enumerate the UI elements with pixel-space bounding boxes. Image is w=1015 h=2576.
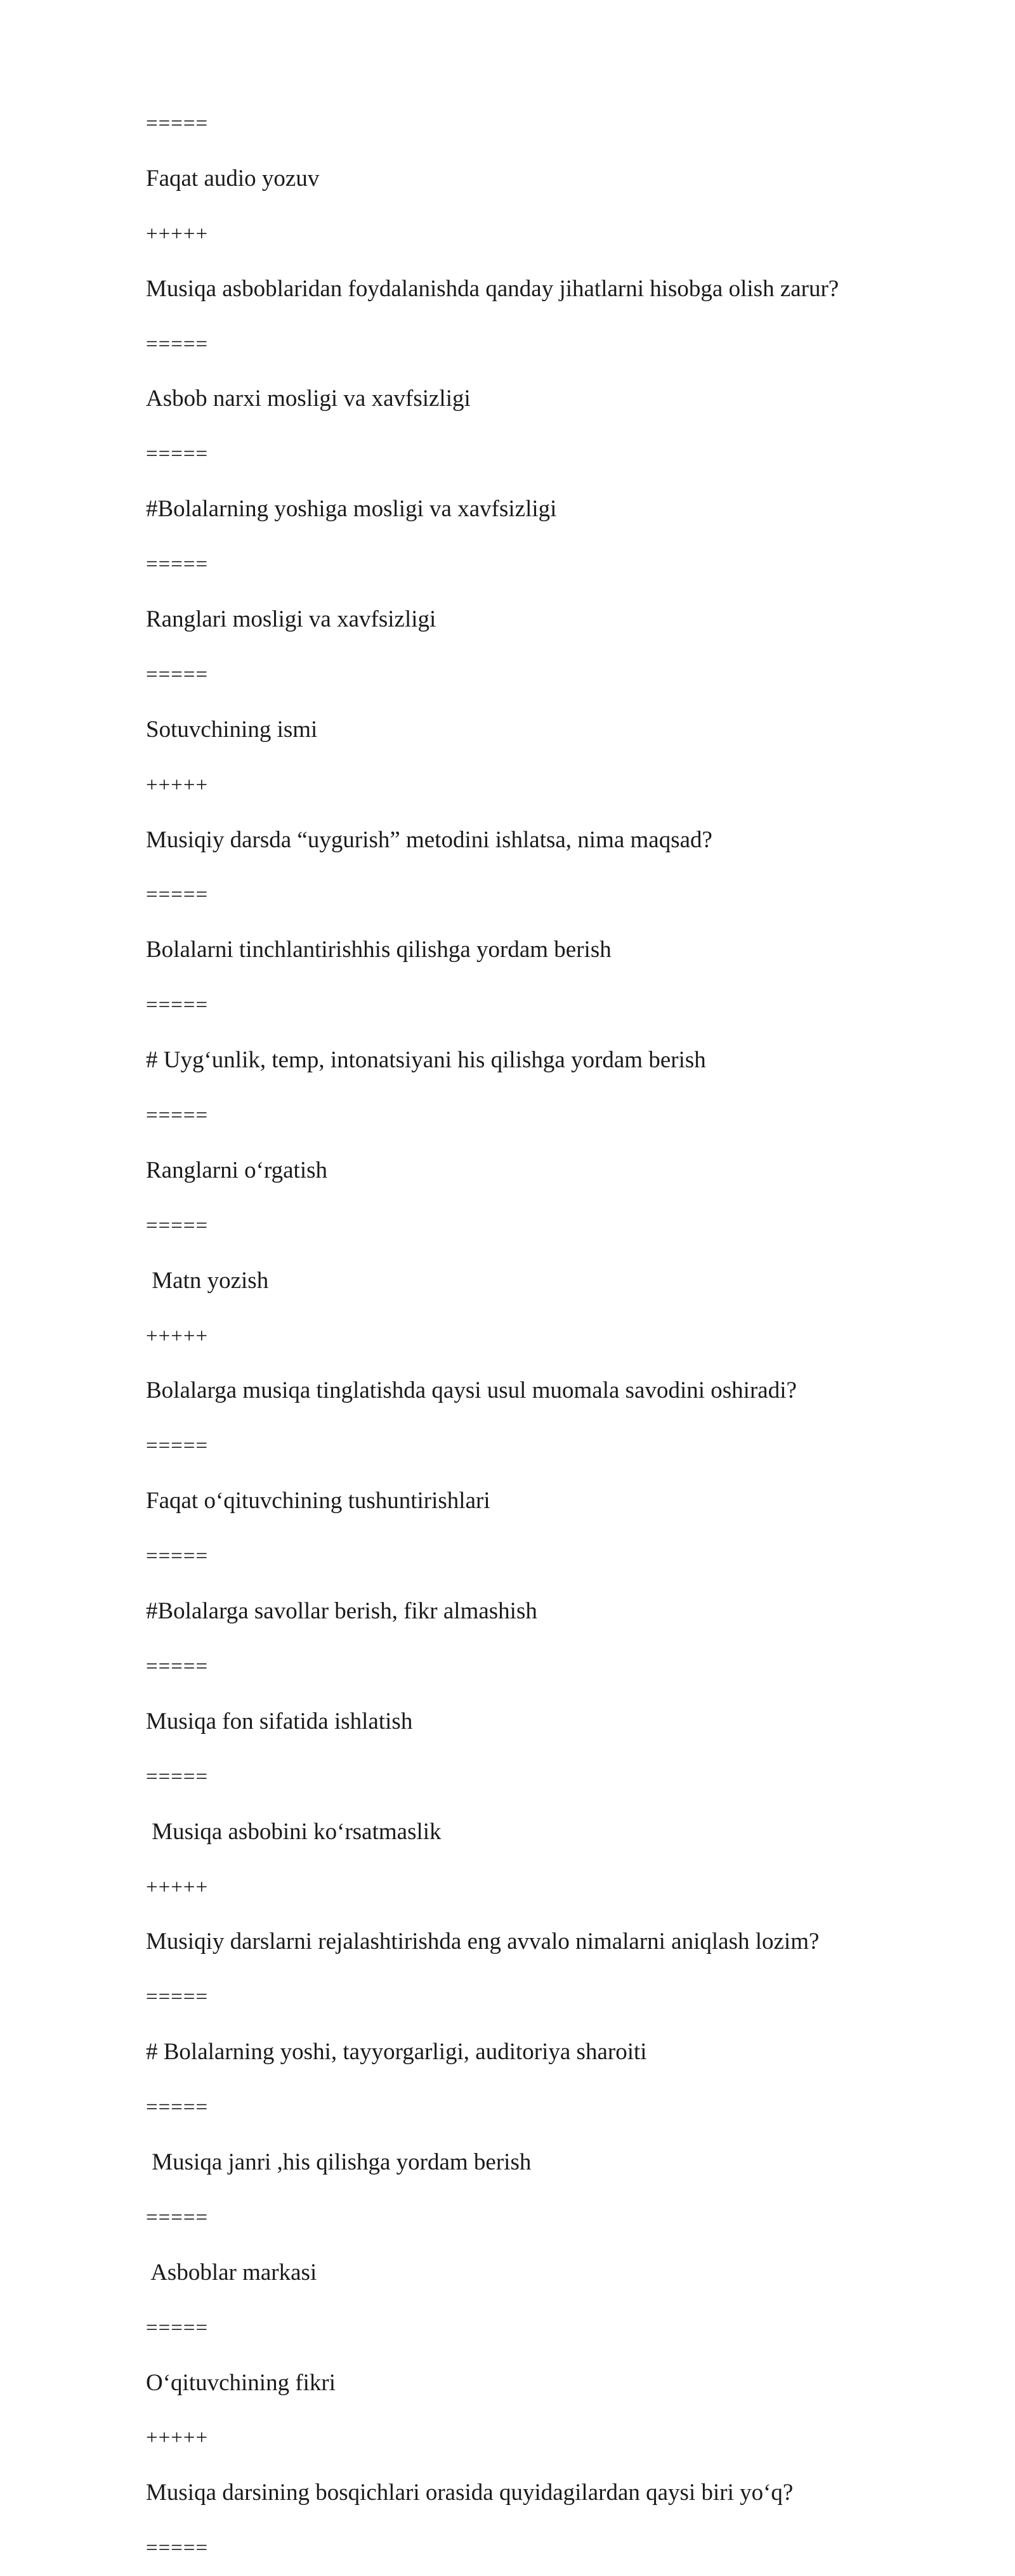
question-text: Bolalarga musiqa tinglatishda qaysi usul muomala savodini oshiradi? — [146, 1377, 797, 1404]
question-marker: +++++ — [146, 773, 209, 797]
answer-option: Asbob narxi mosligi va xavfsizligi — [146, 386, 471, 412]
separator-line: ===== — [146, 553, 209, 576]
separator-line: ===== — [146, 1104, 209, 1128]
separator-line: ===== — [146, 883, 209, 907]
question-marker: +++++ — [146, 222, 209, 245]
separator-line: ===== — [146, 663, 209, 686]
answer-option-correct: # Bolalarning yoshi, tayyorgarligi, auditoriya sharoiti — [146, 2039, 647, 2065]
answer-option: Matn yozish — [146, 1267, 269, 1294]
answer-option: Bolalarni tinchlantirishhis qilishga yordam berish — [146, 937, 612, 963]
answer-option: Asboblar markasi — [146, 2259, 317, 2286]
separator-line: ===== — [146, 1434, 209, 1458]
separator-line: ===== — [146, 1545, 209, 1568]
question-marker: +++++ — [146, 1324, 209, 1348]
separator-line: ===== — [146, 2537, 209, 2560]
answer-option: O‘qituvchining fikri — [146, 2369, 336, 2396]
separator-line: ===== — [146, 332, 209, 356]
answer-option: Sotuvchining ismi — [146, 716, 318, 743]
answer-option: Musiqa fon sifatida ishlatish — [146, 1708, 413, 1734]
answer-option-correct: #Bolalarning yoshiga mosligi va xavfsizligi — [146, 496, 557, 523]
separator-line: ===== — [146, 1986, 209, 2009]
answer-option-correct: #Bolalarga savollar berish, fikr almashish — [146, 1598, 537, 1625]
answer-option-correct: # Uyg‘unlik, temp, intonatsiyani his qilishga yordam berish — [146, 1047, 706, 1074]
separator-line: ===== — [146, 2316, 209, 2339]
answer-option: Ranglarni o‘rgatish — [146, 1157, 328, 1183]
separator-line: ===== — [146, 1765, 209, 1788]
question-text: Musiqiy darsda “uygurish” metodini ishlatsa, nima maqsad? — [146, 826, 712, 853]
answer-option: Faqat o‘qituvchining tushuntirishlari — [146, 1488, 490, 1514]
question-text: Musiqa darsining bosqichlari orasida quyidagilardan qaysi biri yo‘q? — [146, 2480, 794, 2506]
question-marker: +++++ — [146, 2426, 209, 2450]
question-text: Musiqa asboblaridan foydalanishda qanday jihatlarni hisobga olish zarur? — [146, 275, 839, 302]
answer-option: Musiqa janri ,his qilishga yordam berish — [146, 2149, 532, 2175]
question-marker: +++++ — [146, 1875, 209, 1899]
document-body — [146, 96, 907, 2576]
question-text: Musiqiy darslarni rejalashtirishda eng avvalo nimalarni aniqlash lozim? — [146, 1929, 820, 1955]
separator-line: ===== — [146, 2096, 209, 2119]
answer-option: Musiqa asbobini ko‘rsatmaslik — [146, 1818, 442, 1845]
separator-line: ===== — [146, 1214, 209, 1237]
separator-line: ===== — [146, 2206, 209, 2229]
answer-option: Faqat audio yozuv — [146, 165, 320, 192]
answer-option: Ranglari mosligi va xavfsizligi — [146, 606, 436, 633]
separator-line: ===== — [146, 1655, 209, 1678]
separator-line: ===== — [146, 994, 209, 1017]
separator-line: ===== — [146, 112, 209, 135]
separator-line: ===== — [146, 443, 209, 466]
